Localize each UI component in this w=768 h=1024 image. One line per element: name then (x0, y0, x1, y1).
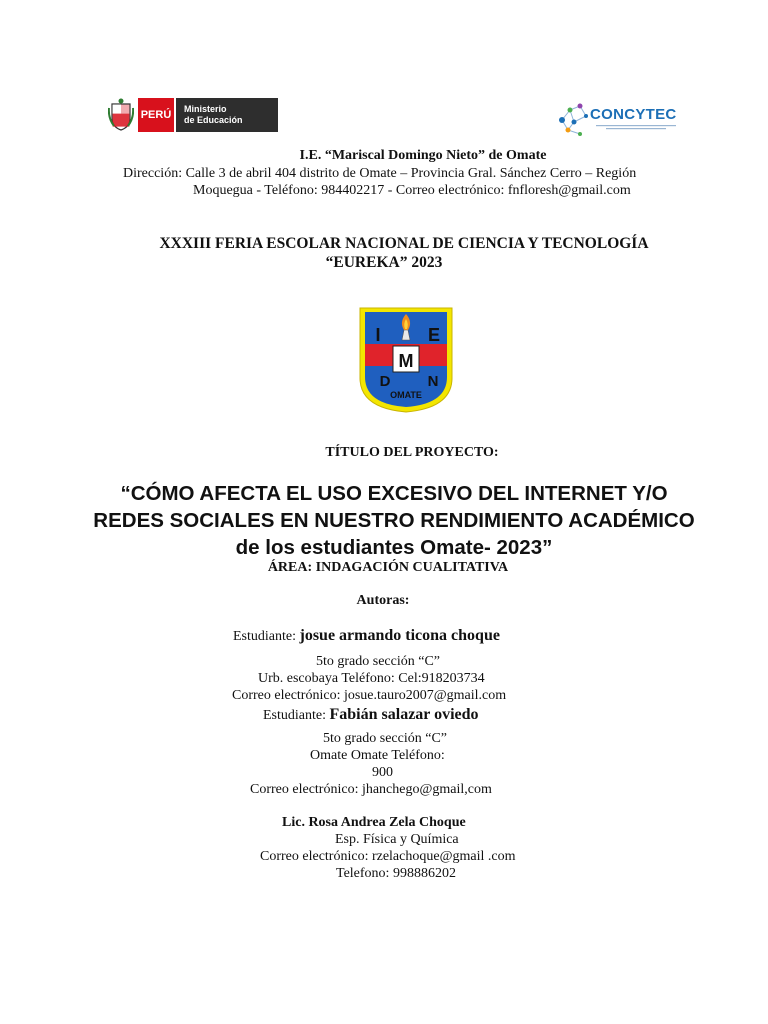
student2-phone: 900 (372, 765, 393, 780)
concytec-logo-text: CONCYTEC (590, 106, 677, 123)
teacher-phone: Telefono: 998886202 (336, 866, 456, 881)
ministry-line2: de Educación (184, 115, 243, 125)
student1-email: Correo electrónico: josue.tauro2007@gmail.com (232, 688, 507, 703)
student2-address: Omate Omate Teléfono: (310, 748, 445, 763)
project-title-label: TÍTULO DEL PROYECTO: (325, 445, 499, 460)
student2-prefix: Estudiante: (263, 708, 326, 723)
emblem-letter-d: D (379, 373, 391, 390)
fair-title-line-1: XXXIII FERIA ESCOLAR NACIONAL DE CIENCIA Y TECNOLOGÍA (159, 235, 649, 252)
student1-prefix: Estudiante: (233, 629, 296, 644)
ministry-label (176, 98, 278, 132)
address-line-1: Dirección: Calle 3 de abril 404 distrito de Omate – Provincia Gral. Sánchez Cerro – Región (123, 166, 637, 181)
peru-label: PERÚ (138, 98, 174, 132)
student2-email: Correo electrónico: jhanchego@gmail,com (250, 782, 492, 797)
student1-grade: 5to grado sección “C” (316, 654, 441, 669)
project-area: ÁREA: INDAGACIÓN CUALITATIVA (267, 560, 509, 575)
student2-line (263, 706, 479, 724)
emblem-letter-e: E (427, 325, 441, 345)
emblem-town: OMATE (390, 390, 422, 400)
peru-coat-of-arms-icon (108, 98, 134, 132)
emblem-letter-n: N (427, 373, 439, 390)
teacher-name: Lic. Rosa Andrea Zela Choque (282, 815, 466, 830)
authors-label: Autoras: (356, 593, 410, 608)
address-line-2: Moquegua - Teléfono: 984402217 - Correo electrónico: fnfloresh@gmail.com (193, 183, 631, 198)
fair-title-line-2: “EUREKA” 2023 (325, 254, 443, 271)
emblem-letter-m: M (398, 351, 414, 371)
student1-line (233, 627, 500, 645)
emblem-letter-i: I (375, 325, 381, 345)
school-name: I.E. “Mariscal Domingo Nieto” de Omate (299, 148, 547, 163)
student1-name: josue armando ticona choque (299, 627, 500, 644)
teacher-specialty: Esp. Física y Química (335, 832, 459, 847)
teacher-email: Correo electrónico: rzelachoque@gmail .com (260, 849, 516, 864)
school-emblem-icon (358, 306, 454, 414)
minedu-logo (108, 98, 278, 132)
student1-address: Urb. escobaya Teléfono: Cel:918203734 (258, 671, 485, 686)
ministry-line1: Ministerio (184, 104, 227, 114)
student2-name: Fabián salazar oviedo (329, 706, 479, 723)
project-title: “CÓMO AFECTA EL USO EXCESIVO DEL INTERNET Y/O REDES SOCIALES EN NUESTRO RENDIMIENTO ACADÉMICO de los estudiantes Omate- 2023” (93, 482, 695, 559)
concytec-tagline-icon (596, 124, 676, 130)
student2-grade: 5to grado sección “C” (323, 731, 448, 746)
